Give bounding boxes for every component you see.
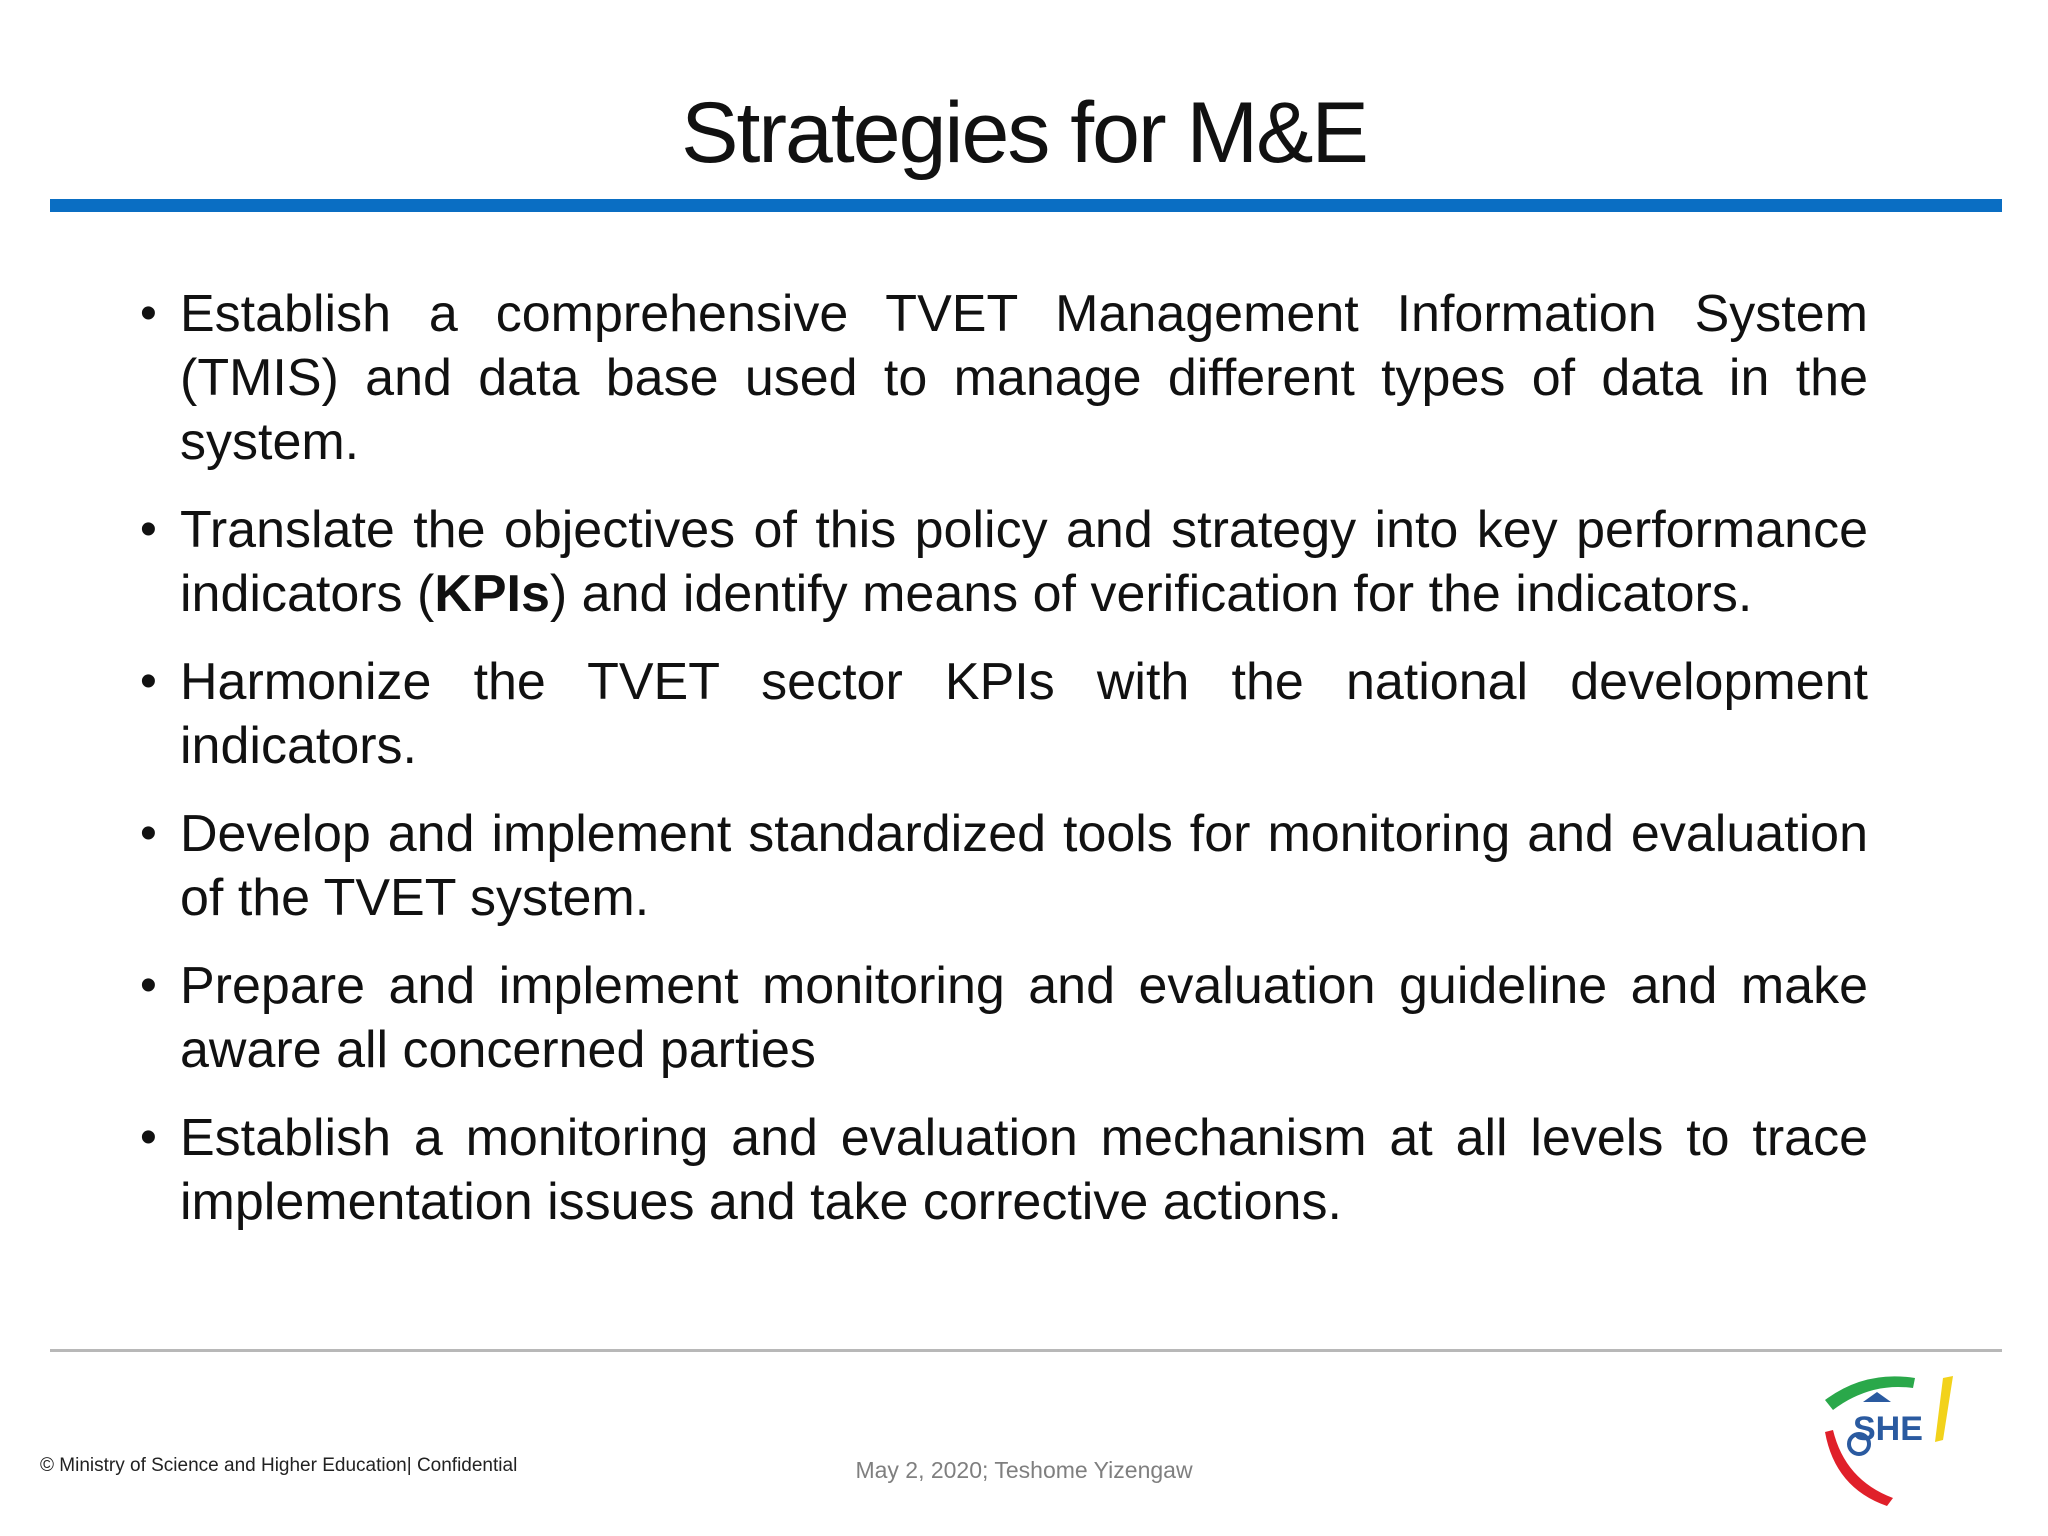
logo-yellow-swoosh: [1935, 1376, 1953, 1442]
bullet-text: Harmonize the TVET sector KPIs with the national development indicators.: [180, 653, 1868, 775]
bullet-item: [140, 802, 1868, 930]
date-author-text: May 2, 2020; Teshome Yizengaw: [855, 1457, 1193, 1483]
bullet-dot-icon: •: [140, 287, 157, 340]
bullet-dot-icon: •: [140, 807, 157, 860]
bullet-bold-text: KPIs: [434, 565, 550, 623]
bullet-text: Prepare and implement monitoring and evaluation guideline and make aware all concerned parties: [180, 957, 1868, 1079]
bullet-text: Establish a comprehensive TVET Management Information System (TMIS) and data base used to manage different types of data in the system.: [180, 285, 1868, 471]
bullet-dot-icon: •: [140, 655, 157, 708]
bullet-dot-icon: •: [140, 959, 157, 1012]
logo-green-swoosh: [1825, 1376, 1915, 1410]
bullet-item: [140, 954, 1868, 1082]
bullet-list: [140, 282, 1868, 1258]
logo-roof: [1863, 1392, 1891, 1402]
bullet-dot-icon: •: [140, 1111, 157, 1164]
bullet-text: Translate the objectives of this policy and strategy into key performance indicators (: [180, 501, 1868, 623]
bullet-text: Establish a monitoring and evaluation mechanism at all levels to trace implementation issues and take corrective actions.: [180, 1109, 1868, 1231]
slide-title: Strategies for M&E: [681, 85, 1367, 181]
bullet-item: [140, 282, 1868, 474]
bullet-item: [140, 650, 1868, 778]
bullet-item: [140, 498, 1868, 626]
bullet-dot-icon: •: [140, 503, 157, 556]
bullet-text: Develop and implement standardized tools for monitoring and evaluation of the TVET system.: [180, 805, 1868, 927]
bullet-text: ) and identify means of verification for the indicators.: [549, 565, 1753, 623]
title-underline: [50, 199, 2002, 212]
copyright-text: © Ministry of Science and Higher Education| Confidential: [40, 1455, 518, 1476]
footer-divider: [50, 1349, 2002, 1352]
bullet-item: [140, 1106, 1868, 1234]
ministry-logo-icon: [1815, 1360, 1965, 1510]
logo-text: SHE: [1853, 1410, 1923, 1448]
